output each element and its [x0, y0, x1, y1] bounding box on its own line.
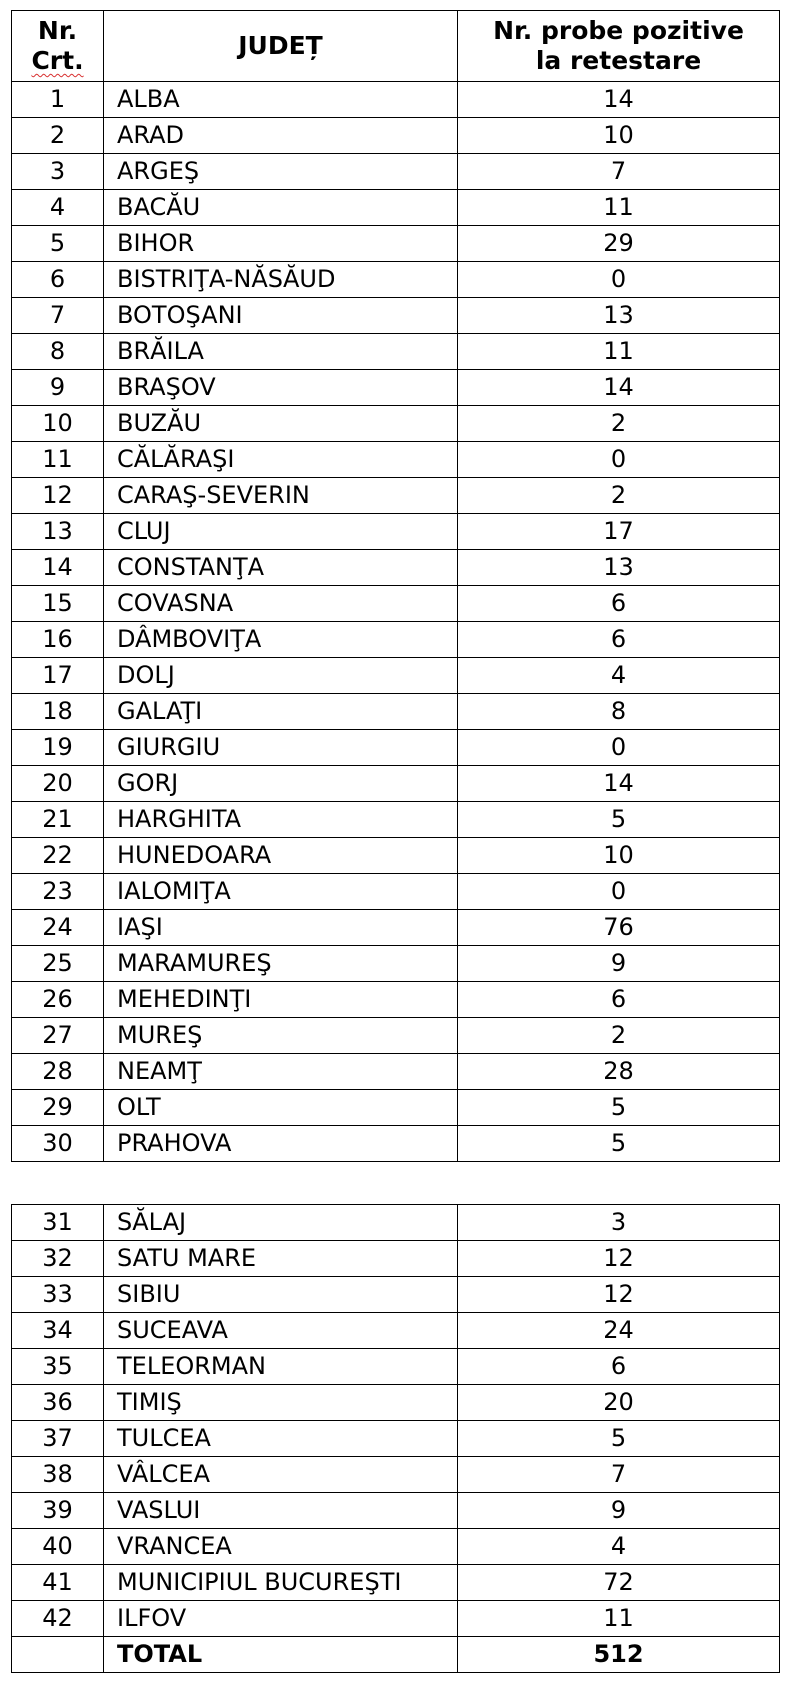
county-name: DOLJ [104, 658, 458, 694]
positives-count: 3 [458, 1205, 780, 1241]
row-number: 5 [12, 226, 104, 262]
county-name: MEHEDINŢI [104, 982, 458, 1018]
positives-count: 20 [458, 1385, 780, 1421]
table-row [12, 910, 780, 946]
table-row [12, 1241, 780, 1277]
row-number: 34 [12, 1313, 104, 1349]
table-row [12, 262, 780, 298]
total-nr-cell [12, 1637, 104, 1673]
row-number: 14 [12, 550, 104, 586]
positives-count: 14 [458, 370, 780, 406]
positives-count: 4 [458, 1529, 780, 1565]
table-row [12, 478, 780, 514]
table-row [12, 514, 780, 550]
row-number: 4 [12, 190, 104, 226]
positives-count: 0 [458, 262, 780, 298]
county-name: VÂLCEA [104, 1457, 458, 1493]
county-name: GORJ [104, 766, 458, 802]
table-row [12, 874, 780, 910]
county-name: GIURGIU [104, 730, 458, 766]
positives-count: 10 [458, 838, 780, 874]
county-name: OLT [104, 1090, 458, 1126]
positives-count: 72 [458, 1565, 780, 1601]
positives-count: 14 [458, 766, 780, 802]
positives-count: 2 [458, 406, 780, 442]
table-row [12, 1385, 780, 1421]
county-name: SUCEAVA [104, 1313, 458, 1349]
positives-count: 5 [458, 1421, 780, 1457]
county-name: MUNICIPIUL BUCUREŞTI [104, 1565, 458, 1601]
row-number: 20 [12, 766, 104, 802]
county-name: VASLUI [104, 1493, 458, 1529]
positives-count: 0 [458, 874, 780, 910]
table-row [12, 1601, 780, 1637]
row-number: 9 [12, 370, 104, 406]
row-number: 3 [12, 154, 104, 190]
positives-count: 14 [458, 82, 780, 118]
positives-count: 9 [458, 1493, 780, 1529]
table-row [12, 1457, 780, 1493]
row-number: 19 [12, 730, 104, 766]
row-number: 42 [12, 1601, 104, 1637]
county-name: BIHOR [104, 226, 458, 262]
positives-count: 76 [458, 910, 780, 946]
county-name: NEAMŢ [104, 1054, 458, 1090]
row-number: 2 [12, 118, 104, 154]
row-number: 28 [12, 1054, 104, 1090]
county-name: COVASNA [104, 586, 458, 622]
positives-count: 6 [458, 982, 780, 1018]
header-county: JUDEȚ [104, 11, 458, 82]
table-row [12, 730, 780, 766]
row-number: 23 [12, 874, 104, 910]
positives-count: 13 [458, 550, 780, 586]
county-name: IALOMIŢA [104, 874, 458, 910]
row-number: 17 [12, 658, 104, 694]
positives-count: 2 [458, 1018, 780, 1054]
county-name: BOTOŞANI [104, 298, 458, 334]
positives-count: 28 [458, 1054, 780, 1090]
positives-count: 13 [458, 298, 780, 334]
table-row [12, 694, 780, 730]
positives-count: 11 [458, 190, 780, 226]
table-row [12, 1421, 780, 1457]
positives-count: 0 [458, 730, 780, 766]
county-name: CLUJ [104, 514, 458, 550]
row-number: 18 [12, 694, 104, 730]
header-nr-crt [12, 11, 104, 82]
county-name: TIMIŞ [104, 1385, 458, 1421]
positives-count: 17 [458, 514, 780, 550]
county-name: CONSTANŢA [104, 550, 458, 586]
total-label: TOTAL [104, 1637, 458, 1673]
county-name: DÂMBOVIŢA [104, 622, 458, 658]
county-name: ARGEŞ [104, 154, 458, 190]
row-number: 7 [12, 298, 104, 334]
row-number: 41 [12, 1565, 104, 1601]
county-name: GALAŢI [104, 694, 458, 730]
table-row [12, 982, 780, 1018]
table-row [12, 1493, 780, 1529]
row-number: 8 [12, 334, 104, 370]
total-row [12, 1637, 780, 1673]
row-number: 39 [12, 1493, 104, 1529]
table-row [12, 658, 780, 694]
table-row [12, 550, 780, 586]
table-row [12, 1565, 780, 1601]
county-name: PRAHOVA [104, 1126, 458, 1162]
row-number: 32 [12, 1241, 104, 1277]
row-number: 13 [12, 514, 104, 550]
county-name: TELEORMAN [104, 1349, 458, 1385]
county-name: ARAD [104, 118, 458, 154]
table-header-row [12, 11, 780, 82]
row-number: 38 [12, 1457, 104, 1493]
county-name: BISTRIŢA-NĂSĂUD [104, 262, 458, 298]
row-number: 25 [12, 946, 104, 982]
positives-count: 29 [458, 226, 780, 262]
positives-count: 4 [458, 658, 780, 694]
county-name: BRĂILA [104, 334, 458, 370]
row-number: 31 [12, 1205, 104, 1241]
positives-count: 12 [458, 1241, 780, 1277]
header-nr-line2: Crt. [31, 46, 84, 75]
header-positives-line1: Nr. probe pozitive [493, 16, 744, 45]
county-name: CĂLĂRAŞI [104, 442, 458, 478]
county-name: CARAŞ-SEVERIN [104, 478, 458, 514]
positives-count: 6 [458, 1349, 780, 1385]
row-number: 6 [12, 262, 104, 298]
table-row [12, 766, 780, 802]
row-number: 26 [12, 982, 104, 1018]
positives-count: 12 [458, 1277, 780, 1313]
row-number: 16 [12, 622, 104, 658]
positives-count: 8 [458, 694, 780, 730]
table-row [12, 298, 780, 334]
header-nr-line1: Nr. [37, 16, 78, 45]
positives-table-part-2 [11, 1204, 780, 1673]
row-number: 1 [12, 82, 104, 118]
positives-count: 24 [458, 1313, 780, 1349]
row-number: 10 [12, 406, 104, 442]
positives-count: 5 [458, 1126, 780, 1162]
county-name: TULCEA [104, 1421, 458, 1457]
county-name: SĂLAJ [104, 1205, 458, 1241]
county-name: MUREŞ [104, 1018, 458, 1054]
table-row [12, 1349, 780, 1385]
positives-count: 10 [458, 118, 780, 154]
table-row [12, 1126, 780, 1162]
row-number: 12 [12, 478, 104, 514]
county-name: BACĂU [104, 190, 458, 226]
row-number: 27 [12, 1018, 104, 1054]
county-name: HUNEDOARA [104, 838, 458, 874]
table-row [12, 802, 780, 838]
county-name: ALBA [104, 82, 458, 118]
table-row [12, 1529, 780, 1565]
positives-count: 9 [458, 946, 780, 982]
county-name: VRANCEA [104, 1529, 458, 1565]
row-number: 40 [12, 1529, 104, 1565]
positives-count: 11 [458, 1601, 780, 1637]
table-row [12, 190, 780, 226]
positives-table-part-1 [11, 10, 780, 1162]
row-number: 24 [12, 910, 104, 946]
county-name: SIBIU [104, 1277, 458, 1313]
table-row [12, 118, 780, 154]
table-row [12, 82, 780, 118]
row-number: 21 [12, 802, 104, 838]
table-row [12, 226, 780, 262]
table-row [12, 1277, 780, 1313]
positives-count: 0 [458, 442, 780, 478]
county-name: BUZĂU [104, 406, 458, 442]
table-row [12, 622, 780, 658]
header-positives-line2: la retestare [535, 46, 702, 75]
positives-count: 7 [458, 154, 780, 190]
table-row [12, 1018, 780, 1054]
positives-count: 2 [458, 478, 780, 514]
positives-count: 7 [458, 1457, 780, 1493]
row-number: 22 [12, 838, 104, 874]
county-name: BRAŞOV [104, 370, 458, 406]
header-positives [458, 11, 780, 82]
table-row [12, 838, 780, 874]
table-row [12, 1313, 780, 1349]
table-row [12, 586, 780, 622]
table-row [12, 154, 780, 190]
row-number: 33 [12, 1277, 104, 1313]
positives-count: 5 [458, 802, 780, 838]
row-number: 29 [12, 1090, 104, 1126]
positives-count: 5 [458, 1090, 780, 1126]
table-row [12, 334, 780, 370]
table-row [12, 946, 780, 982]
positives-count: 11 [458, 334, 780, 370]
table-row [12, 406, 780, 442]
row-number: 15 [12, 586, 104, 622]
table-row [12, 1090, 780, 1126]
row-number: 37 [12, 1421, 104, 1457]
table-row [12, 442, 780, 478]
row-number: 36 [12, 1385, 104, 1421]
row-number: 35 [12, 1349, 104, 1385]
table-row [12, 370, 780, 406]
county-name: IAŞI [104, 910, 458, 946]
county-name: ILFOV [104, 1601, 458, 1637]
table-row [12, 1054, 780, 1090]
county-name: SATU MARE [104, 1241, 458, 1277]
county-name: HARGHITA [104, 802, 458, 838]
row-number: 30 [12, 1126, 104, 1162]
row-number: 11 [12, 442, 104, 478]
county-name: MARAMUREŞ [104, 946, 458, 982]
positives-count: 6 [458, 622, 780, 658]
positives-count: 6 [458, 586, 780, 622]
table-row [12, 1205, 780, 1241]
total-value: 512 [458, 1637, 780, 1673]
